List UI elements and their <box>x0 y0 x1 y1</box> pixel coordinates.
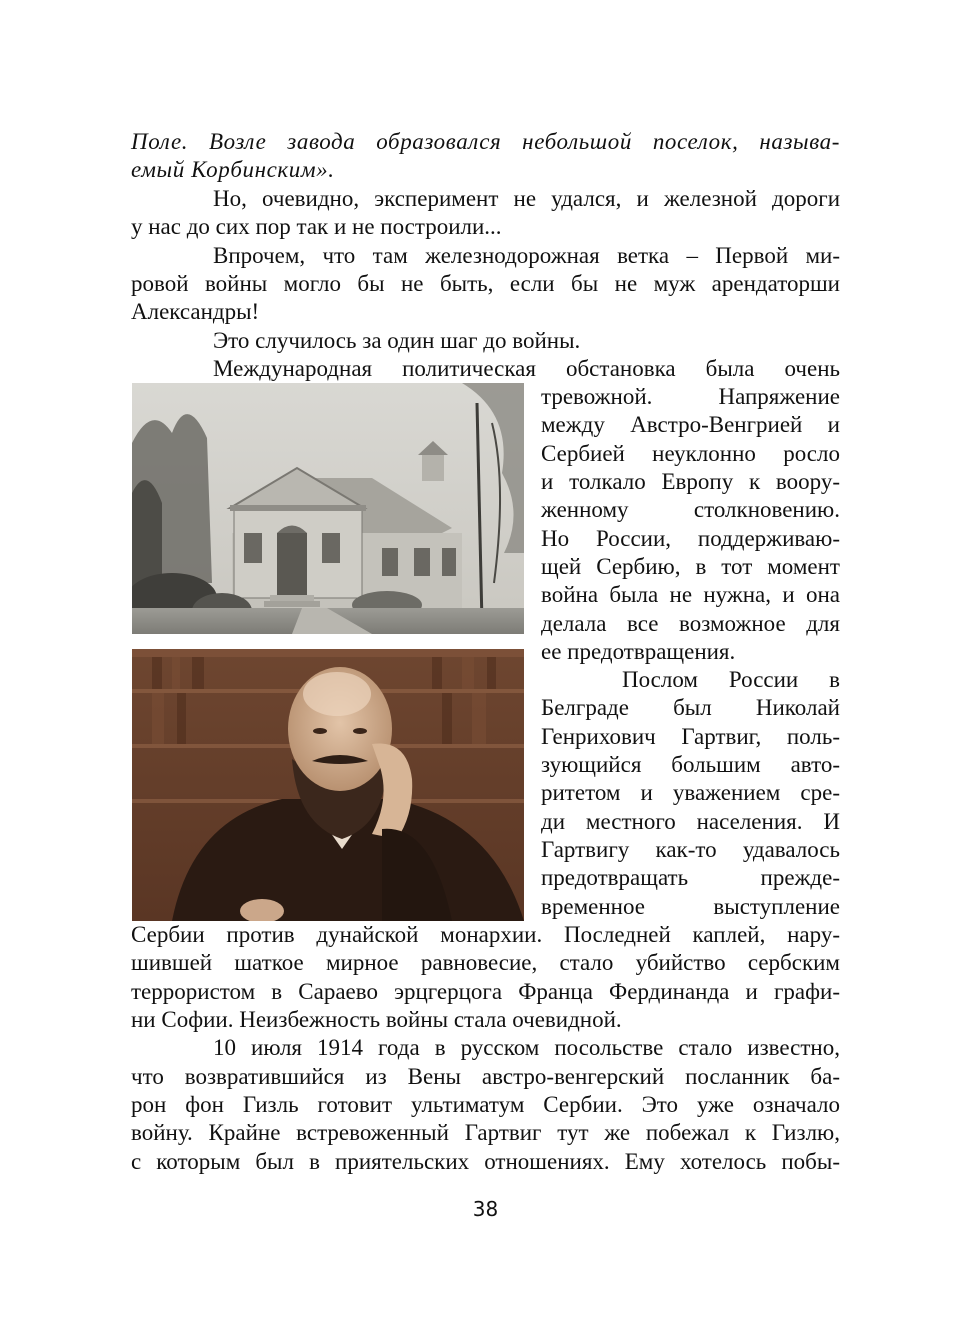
text-line: Международная политическая обстановка была очень <box>213 356 840 381</box>
text-line: террористом в Сараево эрцгерцога Франца Фердинанда и графи- <box>131 979 840 1004</box>
text-line: шившей шаткое мирное равновесие, стало убийство сербским <box>131 950 840 975</box>
text-line: Сербией неуклонно росло <box>541 441 840 466</box>
portrait-photo <box>132 649 524 921</box>
text-line: что возвратившийся из Вены австро-венгерский посланник ба- <box>131 1064 840 1089</box>
text-line: Сербии против дунайской монархии. Последней каплей, нару- <box>131 922 840 947</box>
text-line: с которым был в приятельских отношениях. Ему хотелось побы- <box>131 1149 840 1174</box>
text-line: Это случилось за один шаг до войны. <box>213 328 581 353</box>
text-line: ритетом и уважением сре- <box>541 780 840 805</box>
text-line: между Австро-Венгрией и <box>541 412 840 437</box>
text-line: у нас до сих пор так и не построили... <box>131 214 502 239</box>
text-line: емый Корбинским». <box>131 157 335 182</box>
text-line: ровой войны могло бы не быть, если бы не муж арендаторши <box>131 271 840 296</box>
text-line: рон фон Гизль готовит ультиматум Сербии. Это уже означало <box>131 1092 840 1117</box>
text-line: Белграде был Николай <box>541 695 840 720</box>
text-line: женному столкновению. <box>541 497 840 522</box>
text-line: Поле. Возле завода образовался небольшой поселок, называ- <box>131 129 840 154</box>
page-number: 38 <box>472 1197 499 1221</box>
text-line: Александры! <box>131 299 260 324</box>
text-line: Послом России в <box>622 667 840 692</box>
text-line: тревожной. Напряжение <box>541 384 840 409</box>
text-line: Но, очевидно, эксперимент не удался, и железной дороги <box>213 186 840 211</box>
text-line: ни Софии. Неизбежность войны стала очевидной. <box>131 1007 622 1032</box>
text-line: Но России, поддерживаю- <box>541 526 840 551</box>
text-line: ее предотвращения. <box>541 639 736 664</box>
text-line: Гартвигу как-то удавалось <box>541 837 840 862</box>
text-line: предотвращать прежде- <box>541 865 840 890</box>
text-line: зующийся большим авто- <box>541 752 840 777</box>
house-photo <box>132 383 524 634</box>
text-line: война была не нужна, и она <box>541 582 840 607</box>
text-line: войну. Крайне встревоженный Гартвиг тут же побежал к Гизлю, <box>131 1120 840 1145</box>
text-line: Впрочем, что там железнодорожная ветка – Первой ми- <box>213 243 840 268</box>
text-line: ди местного населения. И <box>541 809 840 834</box>
text-line: Генрихович Гартвиг, поль- <box>541 724 840 749</box>
text-line: и толкало Европу к воору- <box>541 469 840 494</box>
text-line: щей Сербию, в тот момент <box>541 554 840 579</box>
text-line: временное выступление <box>541 894 840 919</box>
text-line: делала все возможное для <box>541 611 840 636</box>
text-line: 10 июля 1914 года в русском посольстве стало известно, <box>213 1035 840 1060</box>
